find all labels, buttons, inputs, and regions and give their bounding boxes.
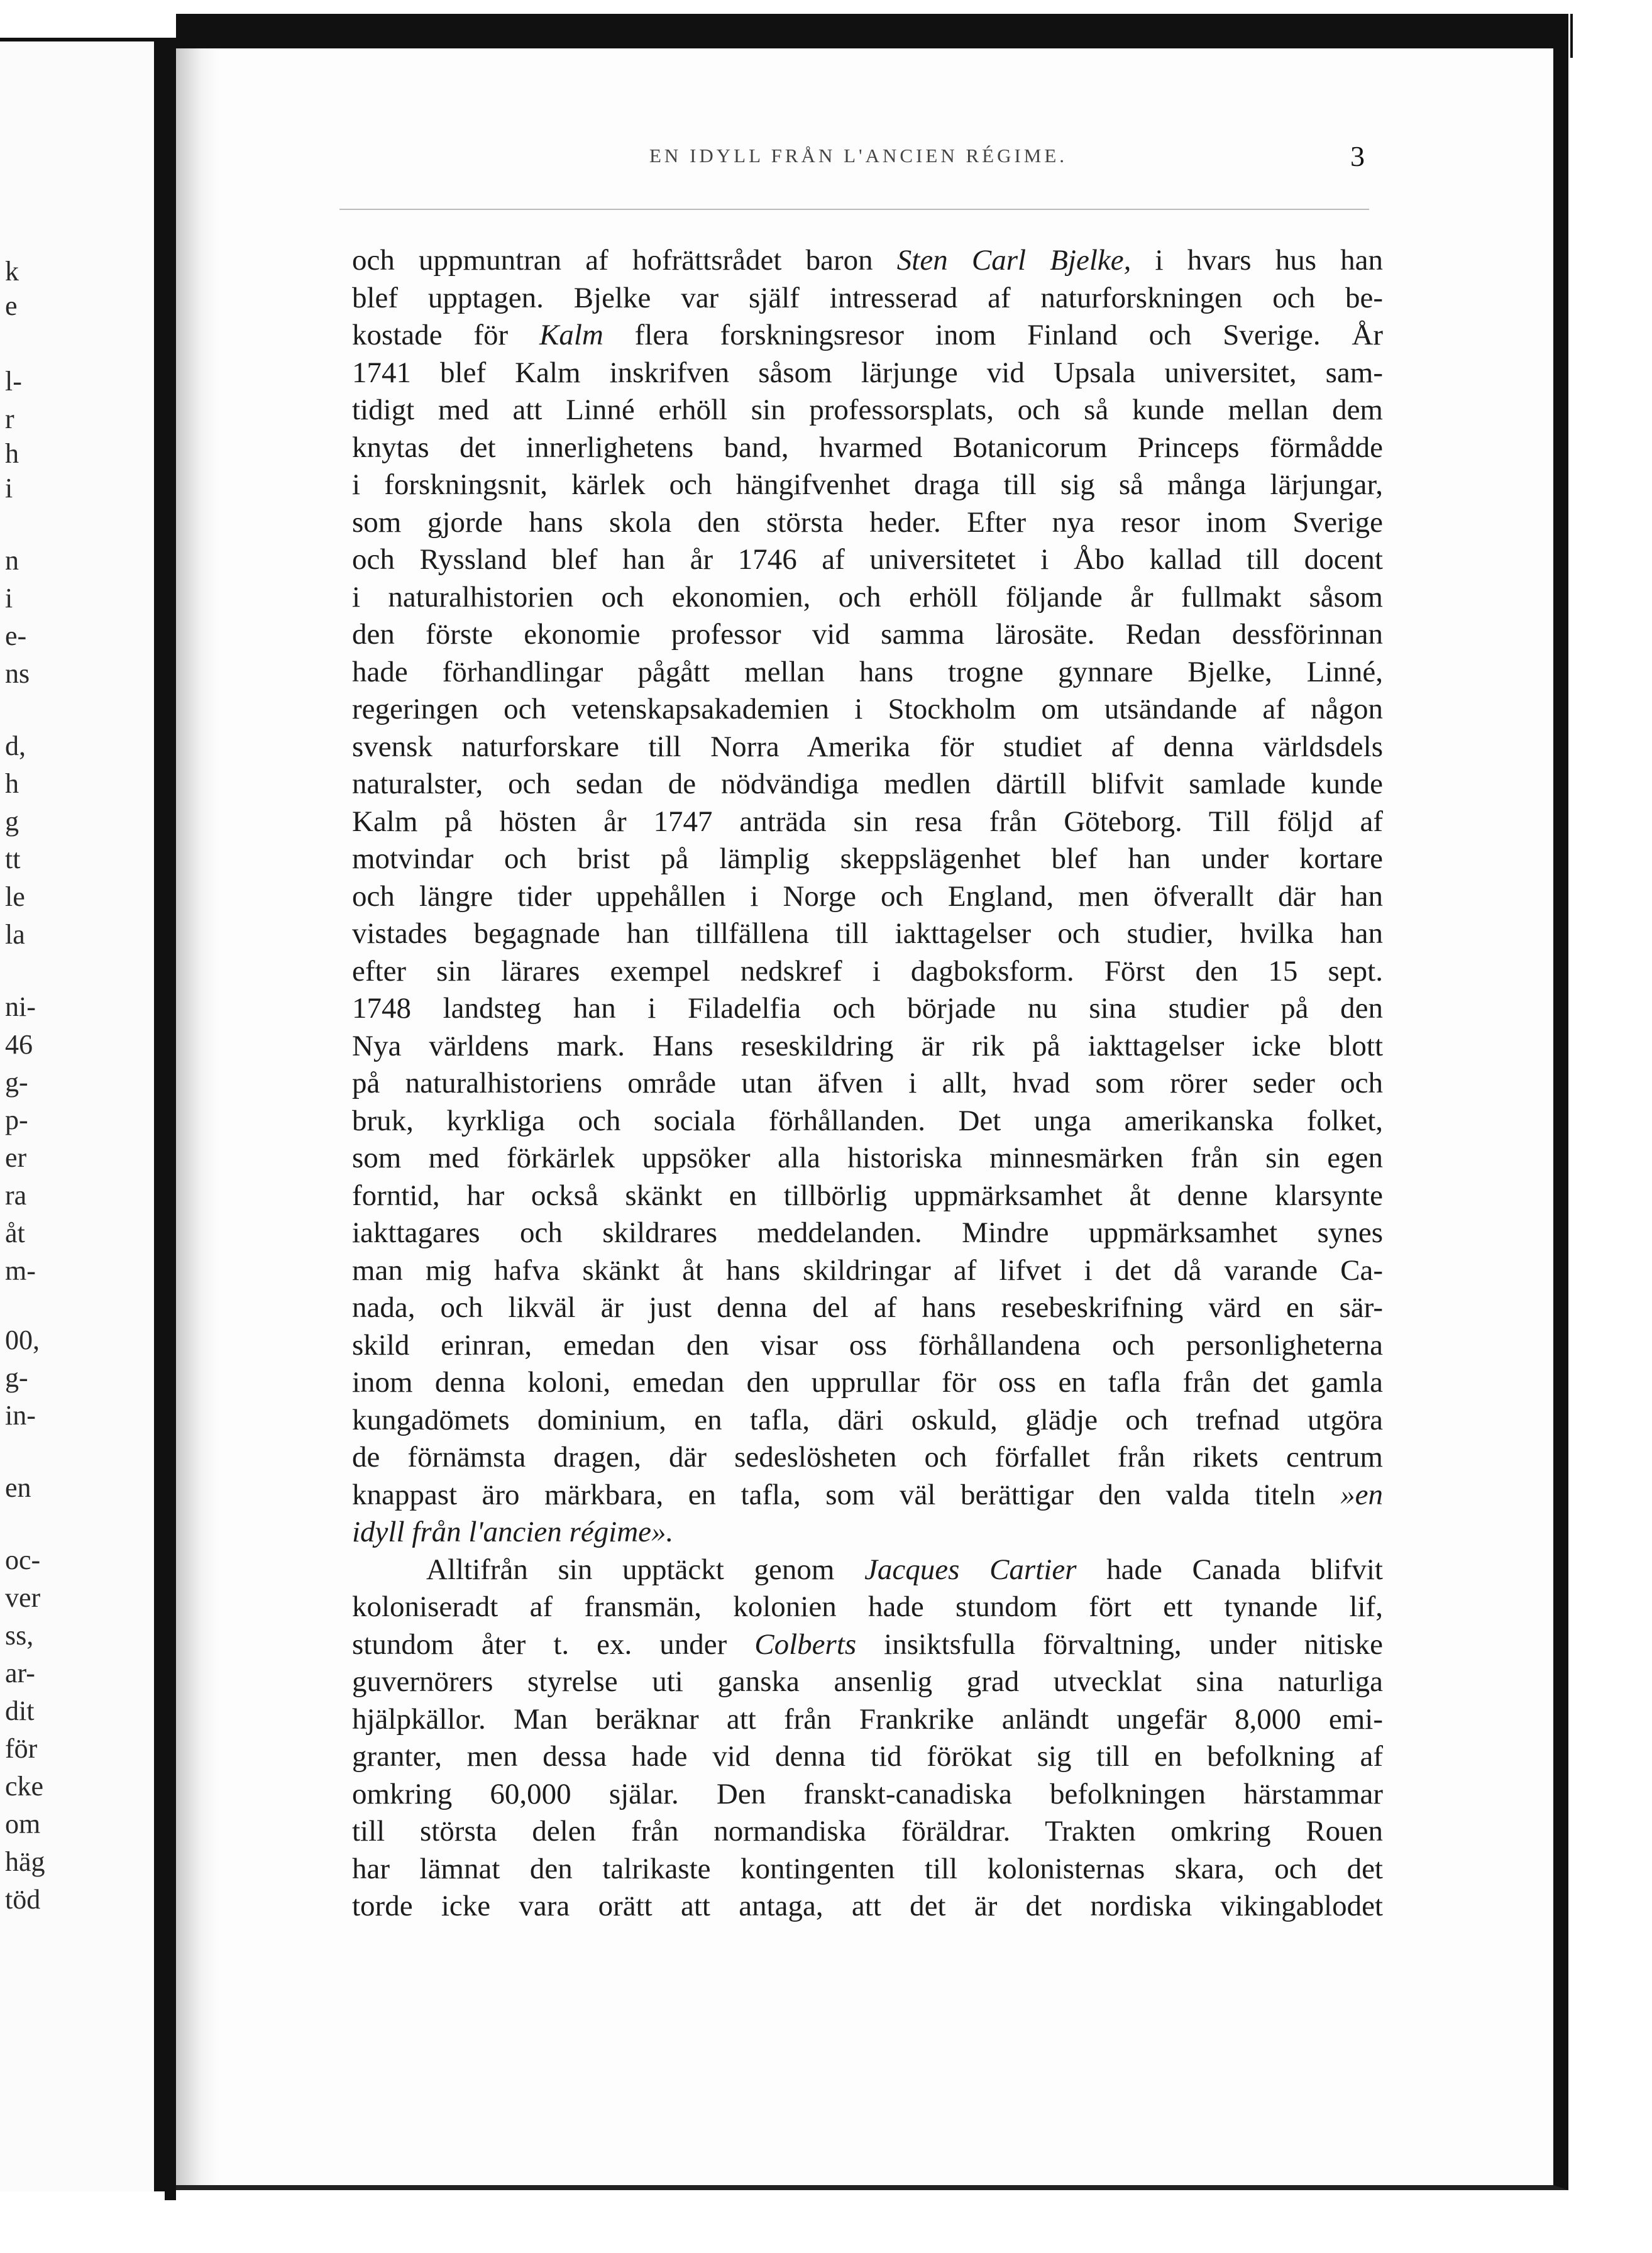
facing-page-text-fragment: åt <box>5 1218 25 1248</box>
text-line: bruk, kyrkliga och sociala förhållanden. Det unga amerikanska folket, <box>352 1104 1383 1137</box>
text-line: skild erinran, emedan den visar oss förhållandena och personligheterna <box>352 1328 1383 1362</box>
facing-page-text-fragment: oc- <box>5 1545 41 1575</box>
text-line: tidigt med att Linné erhöll sin professorsplats, och så kunde mellan dem <box>352 394 1383 426</box>
facing-page-text-fragment: d, <box>5 730 26 761</box>
text-line: hade förhandlingar pågått mellan hans trogne gynnare Bjelke, Linné, <box>352 655 1383 688</box>
text-line: forntid, har också skänkt en tillbörlig uppmärksamhet åt denne klarsynte <box>352 1179 1383 1212</box>
facing-page-text-fragment: er <box>5 1142 27 1173</box>
facing-page-text-fragment: ns <box>5 658 30 689</box>
text-line: regeringen och vetenskapsakademien i Stockholm om utsändande af någon <box>352 693 1383 725</box>
text-line: inom denna koloni, emedan den upprullar för oss en tafla från det gamla <box>352 1366 1383 1399</box>
text-line: och Ryssland blef han år 1746 af universitetet i Åbo kallad till docent <box>352 543 1383 576</box>
text-line: och längre tider uppehållen i Norge och England, men öfverallt där han <box>352 879 1383 913</box>
text-line: de förnämsta dragen, där sedeslösheten och förfallet från rikets centrum <box>352 1441 1383 1474</box>
text-line: hjälpkällor. Man beräknar att från Frankrike anländt ungefär 8,000 emi- <box>352 1702 1383 1736</box>
facing-page-text-fragment: ver <box>5 1582 41 1613</box>
facing-page-text-fragment: le <box>5 881 25 912</box>
text-line: Alltifrån sin upptäckt genom Jacques Cartier hade Canada blifvit <box>426 1553 1383 1586</box>
text-line: stundom åter t. ex. under Colberts insiktsfulla förvaltning, under nitiske <box>352 1628 1383 1661</box>
facing-page-text-fragment: e- <box>5 620 27 651</box>
facing-page-text-fragment: i <box>5 473 13 504</box>
page-number: 3 <box>1350 140 1365 172</box>
facing-page-text-fragment: l- <box>5 366 22 397</box>
text-line: blef upptagen. Bjelke var själf intresserad af naturforskningen och be- <box>352 281 1383 314</box>
text-line: granter, men dessa hade vid denna tid förökat sig till en befolkning af <box>352 1740 1383 1773</box>
facing-page-text-fragment: r <box>5 404 14 434</box>
body-text <box>352 242 1383 1925</box>
text-line: nada, och likväl är just denna del af hans resebeskrifning värd en sär- <box>352 1291 1383 1324</box>
facing-page-text-fragment: 00, <box>5 1325 40 1355</box>
text-line: och uppmuntran af hofrättsrådet baron Sten Carl Bjelke, i hvars hus han <box>352 244 1384 277</box>
text-line: guvernörers styrelse uti ganska ansenlig grad utvecklat sina naturliga <box>352 1665 1383 1698</box>
text-line: 1748 landsteg han i Filadelfia och började nu sina studier på den <box>352 992 1383 1025</box>
text-line: vistades begagnade han tillfällena till iakttagelser och studier, hvilka han <box>352 917 1383 950</box>
facing-page-text-fragment: h <box>5 768 19 799</box>
facing-page-text-fragment: h <box>5 438 19 469</box>
facing-page-text-fragment: för <box>5 1733 38 1764</box>
facing-page-text-fragment: ss, <box>5 1620 34 1651</box>
text-line: 1741 blef Kalm inskrifven såsom lärjunge vid Upsala universitet, sam- <box>352 356 1383 389</box>
header-rule <box>339 209 1369 210</box>
facing-page-text-fragment: e <box>5 290 18 321</box>
facing-page-text-fragment: tt <box>5 844 21 874</box>
text-line: i forskningsnit, kärlek och hängifvenhet draga till sig så många lärjungar, <box>352 468 1383 501</box>
text-line: torde icke vara orätt att antaga, att det är det nordiska vikingablodet <box>352 1890 1383 1922</box>
text-line: till största delen från normandiska föräldrar. Trakten omkring Rouen <box>352 1815 1383 1848</box>
text-line: Nya världens mark. Hans reseskildring är rik på iakttagelser icke blott <box>352 1029 1383 1062</box>
facing-page-text-fragment: g <box>5 806 19 837</box>
facing-page-text-fragment: in- <box>5 1400 36 1431</box>
facing-page-text-fragment: m- <box>5 1255 36 1286</box>
page-shadow <box>176 48 219 2185</box>
facing-page-text-fragment: dit <box>5 1695 35 1726</box>
text-line: svensk naturforskare till Norra Amerika för studiet af denna världsdels <box>352 730 1383 763</box>
facing-page-text-fragment: i <box>5 583 13 614</box>
text-line: efter sin lärares exempel nedskref i dagboksform. Först den 15 sept. <box>352 954 1383 988</box>
text-line: knappast äro märkbara, en tafla, som väl berättigar den valda titeln »en <box>352 1478 1383 1511</box>
page-edge-mark <box>1570 14 1573 58</box>
facing-page-text-fragment: häg <box>5 1846 45 1877</box>
gutter-divider <box>165 38 176 2200</box>
text-line: knytas det innerlighetens band, hvarmed Botanicorum Princeps förmådde <box>352 431 1383 464</box>
facing-page-text-fragment: g- <box>5 1067 28 1098</box>
text-line: på naturalhistoriens område utan äfven i allt, hvad som rörer seder och <box>352 1067 1383 1099</box>
text-line: den förste ekonomie professor vid samma lärosäte. Redan dessförinnan <box>352 618 1383 651</box>
facing-page-text-fragment: p- <box>5 1104 28 1135</box>
text-line: kostade för Kalm flera forskningsresor inom Finland och Sverige. År <box>352 319 1383 351</box>
facing-page-text-fragment: ra <box>5 1180 27 1211</box>
running-title: EN IDYLL FRÅN L'ANCIEN RÉGIME. <box>649 145 1068 167</box>
facing-page-text-fragment: töd <box>5 1884 41 1915</box>
facing-page-text-fragment: cke <box>5 1771 44 1802</box>
text-line: idyll från l'ancien régime». <box>352 1516 674 1548</box>
text-line: kungadömets dominium, en tafla, däri oskuld, glädje och trefnad utgöra <box>352 1403 1383 1436</box>
text-line: Kalm på hösten år 1747 anträda sin resa från Göteborg. Till följd af <box>352 805 1383 838</box>
text-line: man mig hafva skänkt åt hans skildringar af lifvet i det då varande Ca- <box>352 1253 1383 1287</box>
text-line: som gjorde hans skola den största heder. Efter nya resor inom Sverige <box>352 505 1383 539</box>
facing-page-text-fragment: en <box>5 1472 31 1503</box>
text-line: koloniseradt af fransmän, kolonien hade stundom fört ett tynande lif, <box>352 1590 1383 1623</box>
text-line: har lämnat den talrikaste kontingenten till kolonisternas skara, och det <box>352 1852 1383 1885</box>
text-line: som med förkärlek uppsöker alla historiska minnesmärken från sin egen <box>352 1142 1383 1174</box>
facing-page-text-fragment: la <box>5 919 25 950</box>
facing-page-text-fragment: n <box>5 545 19 576</box>
page-header <box>0 140 1652 182</box>
facing-page-text-fragment: 46 <box>5 1029 33 1060</box>
text-line: i naturalhistorien och ekonomien, och erhöll följande år fullmakt såsom <box>352 580 1383 614</box>
facing-page-text-fragment: ni- <box>5 991 36 1022</box>
facing-page-text-fragment: g- <box>5 1362 28 1393</box>
facing-page-text-fragment: k <box>5 256 19 287</box>
facing-page-text-fragment: ar- <box>5 1658 35 1688</box>
text-line: naturalster, och sedan de nödvändiga medlen därtill blifvit samlade kunde <box>352 768 1383 800</box>
text-line: iakttagares och skildrares meddelanden. Mindre uppmärksamhet synes <box>352 1216 1383 1249</box>
text-line: motvindar och brist på lämplig skeppslägenhet blef han under kortare <box>352 842 1383 875</box>
text-line: omkring 60,000 själar. Den franskt-canadiska befolkningen härstammar <box>352 1777 1383 1810</box>
facing-page-text-fragment: om <box>5 1809 41 1839</box>
